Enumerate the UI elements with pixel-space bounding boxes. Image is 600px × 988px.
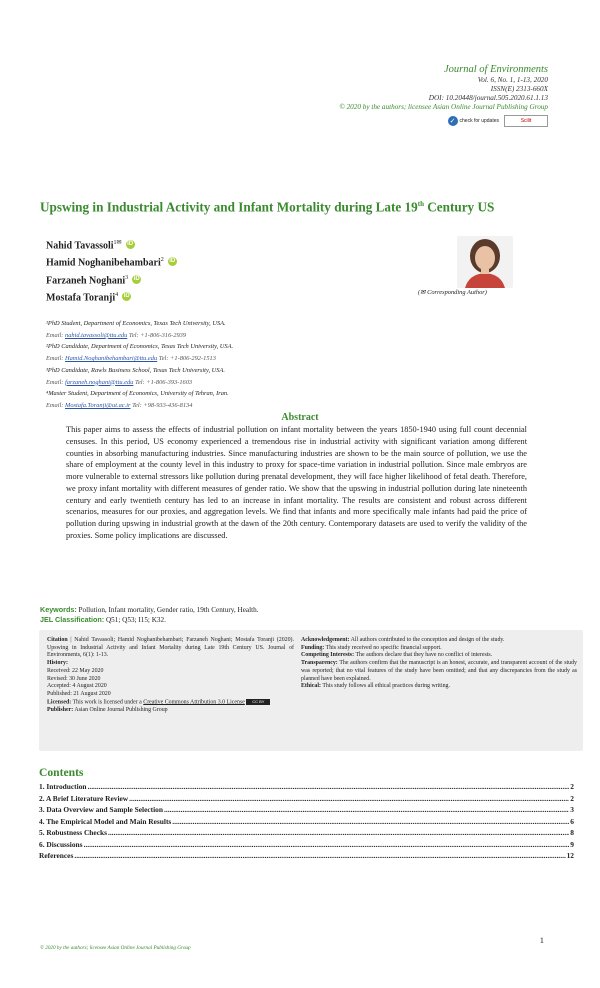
header-badges xyxy=(339,115,548,127)
author-sup: 2 xyxy=(160,257,164,264)
toc-leader xyxy=(88,781,570,793)
affiliation-text: ³PhD Candidate, Rawls Business School, Texas Tech University, USA. xyxy=(46,366,225,374)
affiliation-text: ²PhD Candidate, Department of Economics, Texas Tech University, USA. xyxy=(46,343,234,351)
toc-leader xyxy=(74,850,565,862)
journal-copyright: © 2020 by the authors; licensee Asian Online Journal Publishing Group xyxy=(339,103,548,111)
cc-by-badge[interactable]: CC BY xyxy=(246,699,270,705)
toc-leader xyxy=(164,804,569,816)
table-of-contents xyxy=(39,781,574,862)
email-prefix: Email: xyxy=(46,401,65,409)
orcid-icon[interactable]: iD xyxy=(169,258,176,265)
toc-item[interactable] xyxy=(39,781,574,793)
jel-label: JEL Classification: xyxy=(40,615,105,624)
author-name: Hamid Noghanibehambari xyxy=(46,257,161,269)
paper-title-main: Upswing in Industrial Activity and Infant Mortality during Late 19 xyxy=(40,199,418,215)
email-prefix: Email: xyxy=(46,378,65,386)
affiliation-item xyxy=(46,318,346,341)
publisher-text: Asian Online Journal Publishing Group xyxy=(73,706,168,713)
author-sup: 1✉ xyxy=(113,240,122,246)
toc-item-label: 3. Data Overview and Sample Selection xyxy=(39,805,163,814)
history-label: History: xyxy=(47,660,68,667)
toc-item-label: 1. Introduction xyxy=(39,782,87,791)
ethical-text: This study follows all ethical practices during writing. xyxy=(320,683,450,690)
orcid-icon[interactable]: iD xyxy=(133,275,140,282)
tel-text: Tel: +98-933-436-8134 xyxy=(130,401,193,409)
author-name: Farzaneh Noghani xyxy=(46,274,126,286)
toc-item[interactable] xyxy=(39,850,574,862)
paper-title-end: Century US xyxy=(423,199,495,215)
email-prefix: Email: xyxy=(46,331,65,339)
toc-item-label: 4. The Empirical Model and Main Results xyxy=(39,816,172,826)
author-sup: 4 xyxy=(115,291,119,298)
toc-leader xyxy=(129,793,569,805)
toc-item-label: 6. Discussions xyxy=(39,839,83,849)
check-icon: ✓ xyxy=(448,116,458,126)
competing-label: Competing Interests: xyxy=(301,652,355,659)
toc-leader xyxy=(84,839,570,851)
toc-item-page: 9 xyxy=(570,839,574,849)
page-number: 1 xyxy=(539,935,544,945)
article-info-box xyxy=(39,630,583,751)
journal-doi: DOI: 10.20448/journal.505.2020.61.1.13 xyxy=(428,94,548,102)
author-list xyxy=(46,236,177,305)
orcid-icon[interactable]: iD xyxy=(123,293,130,300)
transparency-text: The authors confirm that the manuscript is an honest, accurate, and transparent account of the study was reported; that no vital features of the study have been omitted; and that any discrepancies from the study as planned have been explained. xyxy=(301,660,577,682)
toc-item-label: References xyxy=(39,851,74,860)
affiliation-item xyxy=(46,388,346,411)
publisher-label: Publisher: xyxy=(47,706,74,713)
toc-item-page: 6 xyxy=(570,816,574,826)
tel-text: Tel: +1-806-393-1603 xyxy=(133,378,193,386)
toc-item[interactable] xyxy=(39,839,574,851)
toc-item-page: 8 xyxy=(570,828,574,837)
affiliation-text: ¹PhD Student, Department of Economics, Texas Tech University, USA. xyxy=(46,320,226,327)
toc-item[interactable] xyxy=(39,804,574,816)
author-photo xyxy=(457,236,513,288)
author-item xyxy=(46,236,177,253)
jel-text: Q51; Q53; I15; K32. xyxy=(104,616,166,624)
citation-label: Citation xyxy=(47,637,68,643)
keywords-block xyxy=(40,605,258,625)
crossref-badge[interactable] xyxy=(448,116,499,126)
toc-item[interactable] xyxy=(39,793,574,805)
scilit-badge[interactable]: Scilit xyxy=(504,115,548,127)
affiliation-item xyxy=(46,341,346,364)
toc-item-page: 2 xyxy=(570,782,574,791)
ack-text: All authors contributed to the conception and design of the study. xyxy=(349,637,505,643)
author-item xyxy=(46,253,177,270)
license-link[interactable]: Creative Commons Attribution 3.0 License xyxy=(143,698,245,705)
competing-text: The authors declare that they have no conflict of interests. xyxy=(354,652,493,659)
email-link[interactable]: Hamid.Noghanibehambari@ttu.edu xyxy=(65,355,158,363)
funding-label: Funding: xyxy=(301,644,325,651)
toc-item-label: 2. A Brief Literature Review xyxy=(39,793,129,803)
journal-header xyxy=(339,64,548,127)
revised-date: Revised: 30 June 2020 xyxy=(47,675,101,682)
ack-label: Acknowledgement: xyxy=(301,637,350,643)
article-info-right xyxy=(301,637,577,691)
abstract-heading: Abstract xyxy=(281,412,319,423)
photo-caption: (✉ Corresponding Author) xyxy=(418,289,487,296)
journal-volume: Vol. 6, No. 1, 1-13, 2020 xyxy=(477,76,548,84)
toc-item-page: 12 xyxy=(566,851,574,860)
email-link[interactable]: Mostafa.Toranji@ut.ac.ir xyxy=(65,401,131,409)
tel-text: Tel: +1-806-292-1513 xyxy=(157,355,216,363)
toc-item-page: 2 xyxy=(570,793,574,803)
affiliation-item xyxy=(46,365,346,388)
crossref-badge-label: check for updates xyxy=(459,118,499,124)
author-item xyxy=(46,288,177,305)
toc-item[interactable] xyxy=(39,816,574,828)
tel-text: Tel: +1-806-316-2939 xyxy=(127,331,187,339)
published-date: Published: 21 August 2020 xyxy=(47,690,111,697)
paper-title-sup: th xyxy=(417,200,424,208)
article-info-left xyxy=(47,637,294,714)
keywords-text: Pollution, Infant mortality, Gender ratio, 19th Century, Health. xyxy=(76,606,259,614)
footer-copyright: © 2020 by the authors; licensee Asian Online Journal Publishing Group xyxy=(40,945,191,951)
transparency-label: Transparency: xyxy=(301,660,338,667)
email-link[interactable]: nahid.tavassoli@ttu.edu xyxy=(65,331,128,339)
journal-name: Journal of Environments xyxy=(443,64,548,75)
toc-leader xyxy=(108,827,569,839)
toc-item-label: 5. Robustness Checks xyxy=(39,828,107,837)
author-item xyxy=(46,271,177,288)
author-name: Nahid Tavassoli xyxy=(46,240,114,252)
licensed-text: This work is licensed under a xyxy=(71,698,144,705)
paper-title xyxy=(40,196,560,215)
funding-text: This study received no specific financial support. xyxy=(324,644,442,651)
contents-heading: Contents xyxy=(39,766,84,779)
accepted-date: Accepted: 4 August 2020 xyxy=(47,683,107,690)
keywords-label: Keywords: xyxy=(40,605,77,614)
email-prefix: Email: xyxy=(46,355,65,363)
affiliation-text: ⁴Master Student, Department of Economics, University of Tehran, Iran. xyxy=(46,390,229,398)
toc-item-page: 3 xyxy=(570,805,574,814)
received-date: Received: 22 May 2020 xyxy=(47,667,104,674)
orcid-icon[interactable]: iD xyxy=(127,241,134,248)
licensed-label: Licensed: xyxy=(47,698,72,705)
author-sup: 3 xyxy=(125,274,129,281)
author-name: Mostafa Toranji xyxy=(46,292,116,304)
email-link[interactable]: farzaneh.noghani@ttu.edu xyxy=(65,378,134,386)
abstract-text: This paper aims to assess the effects of industrial pollution on infant mortality between the years 1850-1940 using full count decennial censuses. In this period, US economy experienced a tremendous rise in industrial activity with significant variation among different counties in absorbing manufacturing industries. Since manufacturing industries are shown to be the main source of pollution, we use the share of employment at the county level in this industry to proxy for space-time variation in industrial pollution. Since male embryos are more vulnerable to external stressors like pollution during prenatal development, they will face higher likelihood of fetal death. Therefore, we proxy infant mortality with different measures of gender ratio. We show that the upswing in industrial pollution during late nineteenth century and early twentieth century has led to an increase in infant mortality. The results are consistent and robust across different scenarios, measures for our proxies, and aggregation levels. We find that infants and more specifically male infants had paid the price of pollution during upswing in industrial growth at the dawn of the 20th century. Contemporary datasets are used to verify the validity of the proxies. Some policy implications are discussed. xyxy=(66,425,527,540)
ethical-label: Ethical: xyxy=(301,683,321,690)
toc-item[interactable] xyxy=(39,827,574,839)
citation-text: | Nahid Tavassoli; Hamid Noghanibehambari; Farzaneh Noghani; Mostafa Toranji (2020). Upswing in Industrial Activity and Infant Mortality during Late 19th Century US. Journal of Environments, 6(1): 1-13. xyxy=(47,637,294,659)
journal-issn: ISSN(E) 2313-660X xyxy=(490,85,548,93)
toc-leader xyxy=(172,816,569,828)
affiliations xyxy=(46,318,346,412)
